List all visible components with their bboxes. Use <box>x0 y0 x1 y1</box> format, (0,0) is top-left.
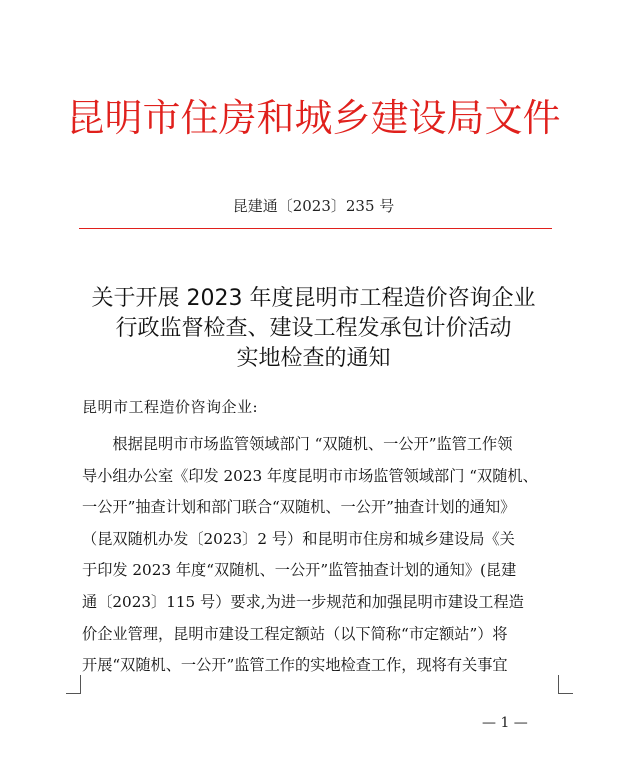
document-title-line: 行政监督检查、建设工程发承包计价活动 <box>115 316 512 341</box>
red-separator-line <box>79 228 552 229</box>
document-title <box>60 284 567 374</box>
document-number: 昆建通〔2023〕235 号 <box>232 197 395 215</box>
crop-mark-right <box>558 675 573 694</box>
page-number: — 1 — <box>482 715 528 731</box>
body-line: （昆双随机办发〔2023〕2 号）和昆明市住房和城乡建设局《关 <box>82 529 515 548</box>
salutation: 昆明市工程造价咨询企业: <box>82 398 259 416</box>
body-paragraph <box>82 429 562 682</box>
body-line: 于印发 2023 年度“双随机、一公开”监管抽查计划的通知》(昆建 <box>82 561 517 580</box>
document-title-line: 关于开展 2023 年度昆明市工程造价咨询企业 <box>91 286 536 311</box>
document-title-line: 实地检查的通知 <box>236 346 391 371</box>
issuer-header-title: 昆明市住房和城乡建设局文件 <box>66 96 561 140</box>
body-line: 开展“双随机、一公开”监管工作的实地检查工作，现将有关事宜 <box>82 656 508 675</box>
body-line: 根据昆明市市场监管领域部门 “双随机、一公开”监管工作领 <box>82 435 513 453</box>
body-line: 价企业管理，昆明市建设工程定额站（以下简称“市定额站”）将 <box>82 624 508 643</box>
crop-mark-left <box>66 675 81 694</box>
body-line: 一公开”抽查计划和部门联合“双随机、一公开”抽查计划的通知》 <box>82 498 516 517</box>
body-line: 通〔2023〕115 号）要求,为进一步规范和加强昆明市建设工程造 <box>82 592 524 611</box>
body-line: 导小组办公室《印发 2023 年度昆明市市场监管领域部门 “双随机、 <box>82 466 538 485</box>
